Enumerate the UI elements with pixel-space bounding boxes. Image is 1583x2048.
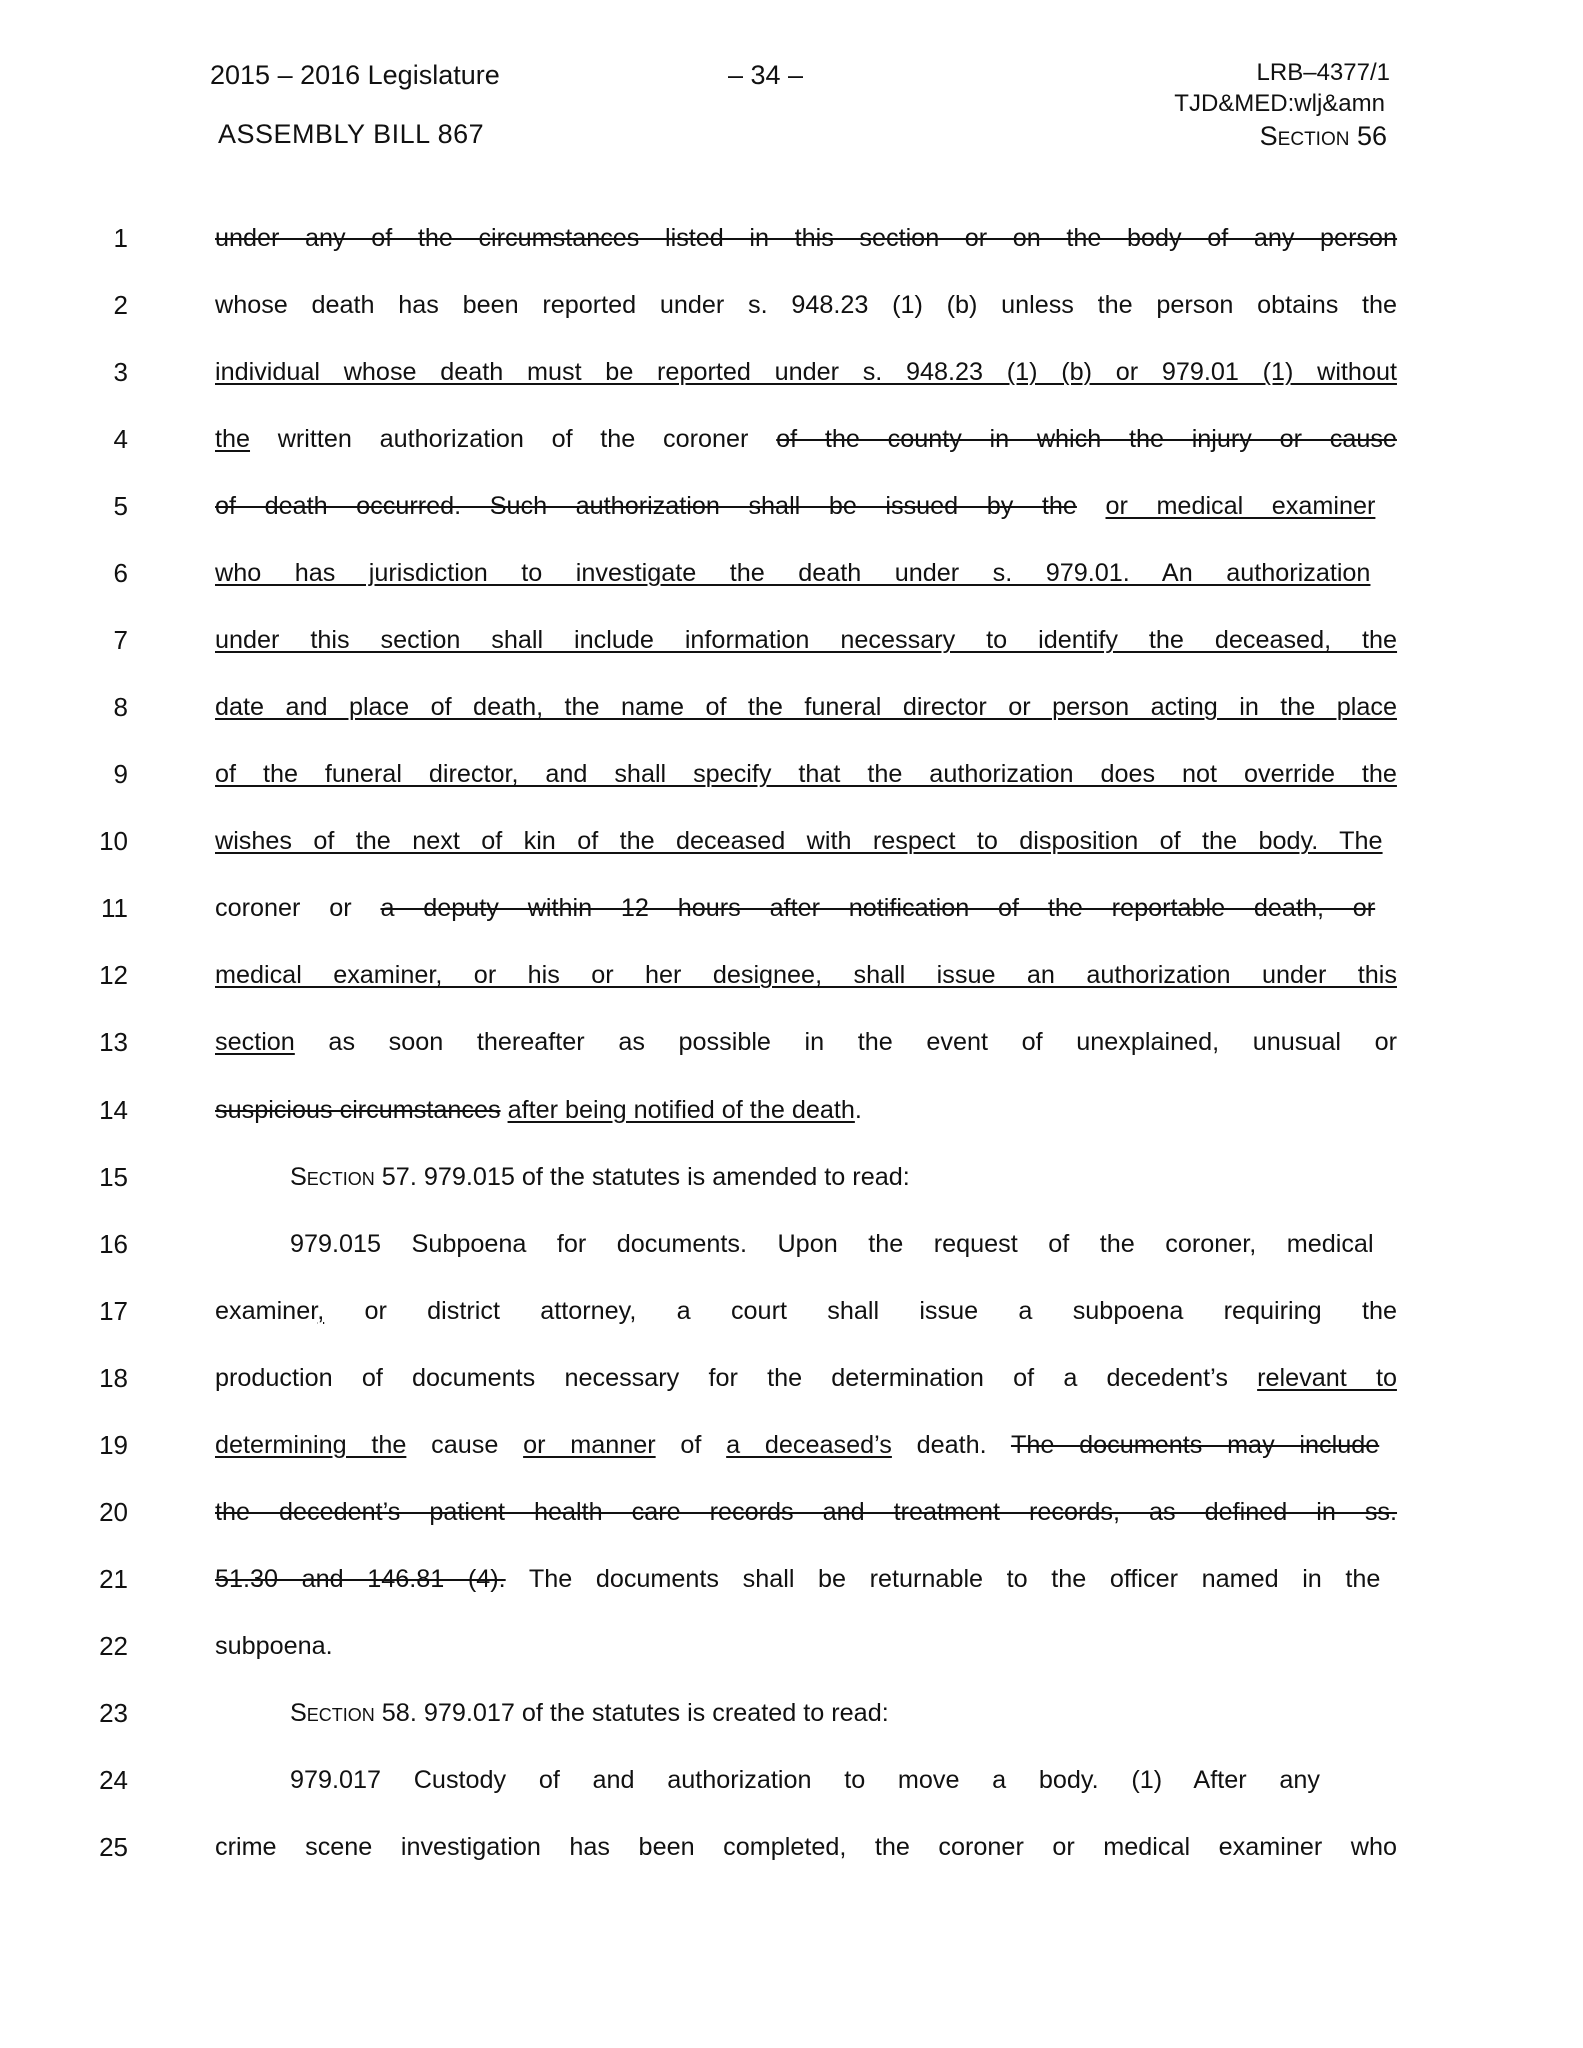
bill-line <box>0 419 1583 459</box>
line-text <box>215 620 1397 660</box>
existing-text: subpoena. <box>215 1631 333 1660</box>
drafter-initials: TJD&MED:wlj&amn <box>1174 90 1385 117</box>
bill-line <box>0 1760 1583 1800</box>
line-number: 20 <box>99 1496 128 1527</box>
bill-line <box>0 1224 1583 1264</box>
legislature-session: 2015 – 2016 Legislature <box>210 60 500 90</box>
inserted-text: of the funeral director, and shall specify that the authorization does not override the <box>215 760 1397 789</box>
existing-text: written authorization of the coroner <box>250 425 777 454</box>
existing-text: death. <box>891 1430 1011 1459</box>
line-text <box>215 419 1397 459</box>
line-number: 12 <box>99 960 128 991</box>
bill-line <box>0 1693 1583 1733</box>
inserted-text: after being notified of the death <box>507 1095 855 1124</box>
inserted-text: a deceased’s <box>726 1430 892 1459</box>
line-text <box>290 1693 1397 1733</box>
line-text <box>215 888 1397 928</box>
line-number: 4 <box>113 424 128 455</box>
line-text <box>215 1358 1397 1398</box>
bill-line <box>0 1157 1583 1197</box>
deleted-text: The documents may include <box>1010 1430 1380 1459</box>
existing-text: coroner or <box>215 894 381 923</box>
deleted-text: of the county in which the injury or cause <box>776 425 1397 454</box>
existing-text: . <box>854 1095 862 1124</box>
existing-text: The documents shall be returnable to the officer named in the <box>505 1564 1381 1593</box>
line-number: 6 <box>113 558 128 589</box>
line-text <box>215 1827 1397 1867</box>
line-number: 22 <box>99 1630 128 1661</box>
inserted-text: relevant to <box>1257 1363 1397 1392</box>
existing-text: crime scene investigation has been completed, the coroner or medical examiner who <box>215 1832 1397 1861</box>
existing-text: cause <box>406 1430 524 1459</box>
inserted-text: date and place of death, the name of the funeral director or person acting in the place <box>215 693 1397 722</box>
deleted-text: under any of the circumstances listed in this section or on the body of any person <box>215 224 1398 252</box>
line-text <box>215 1492 1397 1532</box>
inserted-text: section <box>215 1028 295 1057</box>
line-number: 25 <box>99 1831 128 1862</box>
existing-text: of <box>655 1430 727 1459</box>
bill-line <box>0 1626 1583 1666</box>
line-number: 9 <box>113 759 128 790</box>
deleted-text: suspicious circumstances <box>215 1095 501 1124</box>
bill-line <box>0 1358 1583 1398</box>
inserted-text: or manner <box>523 1430 656 1459</box>
existing-text <box>1077 492 1106 520</box>
line-text <box>215 754 1397 794</box>
line-text <box>215 821 1397 861</box>
bill-line <box>0 754 1583 794</box>
bill-line <box>0 553 1583 593</box>
bill-line <box>0 1559 1583 1599</box>
line-number: 14 <box>99 1094 128 1125</box>
inserted-text: wishes of the next of kin of the deceased with respect to disposition of the body. The <box>215 827 1383 856</box>
line-number: 24 <box>99 1764 128 1795</box>
line-text <box>215 285 1397 325</box>
current-section: Section 56 <box>1259 121 1387 151</box>
existing-text <box>501 1096 508 1124</box>
line-number: 23 <box>99 1697 128 1728</box>
line-number: 21 <box>99 1563 128 1594</box>
inserted-text: individual whose death must be reported under s. 948.23 (1) (b) or 979.01 (1) without <box>215 358 1397 387</box>
inserted-text: the <box>215 425 251 454</box>
line-text <box>290 1157 1397 1197</box>
line-number: 7 <box>113 625 128 656</box>
bill-line <box>0 486 1583 526</box>
line-text <box>215 1559 1397 1599</box>
inserted-text: , <box>317 1296 325 1325</box>
line-text <box>215 1022 1397 1062</box>
deleted-text: the decedent’s patient health care records and treatment records, as defined in ss. <box>215 1497 1398 1526</box>
inserted-text: medical examiner, or his or her designee, shall issue an authorization under this <box>215 961 1397 990</box>
deleted-text: of death occurred. Such authorization shall be issued by the <box>215 492 1077 521</box>
line-number: 2 <box>113 290 128 321</box>
line-number: 10 <box>99 826 128 857</box>
inserted-text: under this section shall include information necessary to identify the deceased, the <box>215 626 1398 655</box>
existing-text: or district attorney, a court shall issue a subpoena requiring the <box>324 1296 1397 1325</box>
bill-line <box>0 1425 1583 1465</box>
line-number: 15 <box>99 1161 128 1192</box>
line-number: 3 <box>113 357 128 388</box>
existing-text: 979.015 Subpoena for documents. Upon the request of the coroner, medical <box>290 1229 1374 1258</box>
existing-text: 979.017 of the statutes is created to read: <box>416 1698 889 1727</box>
line-number: 8 <box>113 692 128 723</box>
bill-title: ASSEMBLY BILL 867 <box>218 119 485 149</box>
existing-text: as soon thereafter as possible in the event of unexplained, unusual or <box>294 1028 1397 1057</box>
bill-line <box>0 1090 1583 1130</box>
bill-line <box>0 1022 1583 1062</box>
line-text <box>290 1760 1397 1800</box>
line-number: 19 <box>99 1429 128 1460</box>
inserted-text: who has jurisdiction to investigate the death under s. 979.01. An authorization <box>215 559 1371 588</box>
line-text <box>215 553 1397 593</box>
line-text <box>215 218 1397 258</box>
deleted-text: a deputy within 12 hours after notification of the reportable death, or <box>380 894 1376 923</box>
bill-line <box>0 1492 1583 1532</box>
inserted-text: determining the <box>215 1430 407 1459</box>
bill-line <box>0 218 1583 258</box>
existing-text: 979.015 of the statutes is amended to read: <box>416 1162 910 1191</box>
existing-text: examiner <box>215 1296 318 1325</box>
line-text <box>290 1224 1397 1264</box>
line-number: 17 <box>99 1295 128 1326</box>
bill-line <box>0 285 1583 325</box>
existing-text: production of documents necessary for the determination of a decedent’s <box>215 1363 1258 1392</box>
bill-line <box>0 620 1583 660</box>
line-text <box>215 687 1397 727</box>
bill-line <box>0 1827 1583 1867</box>
line-number: 16 <box>99 1228 128 1259</box>
line-number: 5 <box>113 491 128 522</box>
page-number: – 34 – <box>728 60 804 90</box>
bill-line <box>0 1291 1583 1331</box>
line-text <box>215 486 1397 526</box>
section-heading: Section 58. <box>290 1698 417 1727</box>
existing-text: 979.017 Custody of and authorization to move a body. (1) After any <box>290 1765 1320 1794</box>
existing-text: whose death has been reported under s. 948.23 (1) (b) unless the person obtains the <box>215 291 1398 320</box>
line-number: 18 <box>99 1362 128 1393</box>
bill-line <box>0 352 1583 392</box>
inserted-text: or medical examiner <box>1105 492 1376 521</box>
deleted-text: 51.30 and 146.81 (4). <box>215 1564 506 1593</box>
lrb-number: LRB–4377/1 <box>1256 59 1390 86</box>
line-text <box>215 1425 1397 1465</box>
section-heading: Section 57. <box>290 1162 417 1191</box>
line-number: 1 <box>113 223 128 253</box>
bill-line <box>0 888 1583 928</box>
line-text <box>215 1626 1397 1666</box>
bill-line <box>0 687 1583 727</box>
line-number: 11 <box>101 893 128 924</box>
line-number: 13 <box>99 1027 128 1058</box>
line-text <box>215 1090 1397 1130</box>
line-text <box>215 352 1397 392</box>
line-text <box>215 955 1397 995</box>
bill-line <box>0 821 1583 861</box>
bill-line <box>0 955 1583 995</box>
line-text <box>215 1291 1397 1331</box>
